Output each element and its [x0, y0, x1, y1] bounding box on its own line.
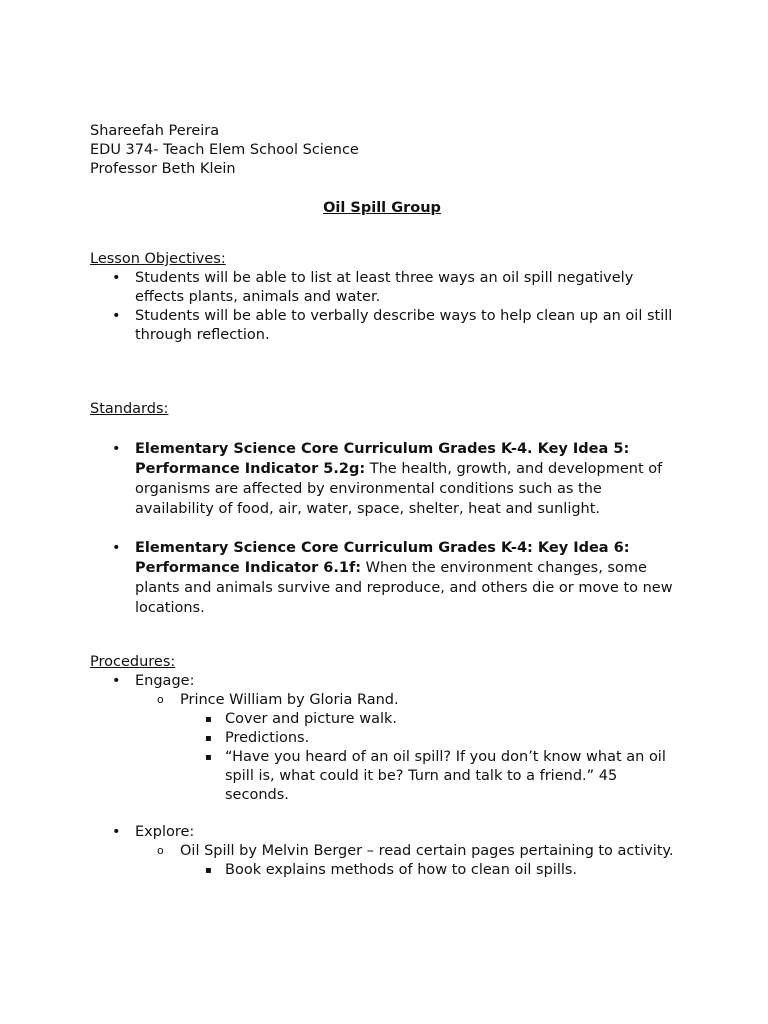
objectives-heading: Lesson Objectives: [90, 251, 226, 267]
bullet-icon: • [112, 673, 121, 689]
explore-label: Explore: [135, 824, 195, 840]
square-bullet-icon: ▪ [205, 733, 212, 744]
list-item [135, 842, 680, 880]
standard-title: Elementary Science Core Curriculum Grades K-4: Key Idea 6: Performance Indicator 6.1f: [135, 540, 630, 576]
circle-bullet-icon: o [157, 844, 164, 857]
header-block [90, 122, 680, 179]
engage-book: Prince William by Gloria Rand. [180, 692, 399, 708]
list-item [180, 748, 680, 805]
standards-section [90, 400, 680, 618]
standard-text: The health, growth, and development of organisms are affected by environmental conditions such as the availability of food, air, water, space, shelter, heat and sunlight. [135, 461, 663, 517]
explore-book: Oil Spill by Melvin Berger – read certain pages pertaining to activity. [180, 843, 674, 859]
standard-title: Elementary Science Core Curriculum Grades K-4. Key Idea 5: Performance Indicator 5.2g: [135, 441, 630, 477]
author-name: Shareefah Pereira [90, 123, 220, 139]
objective-text: Students will be able to list at least three ways an oil spill negatively effects plants, animals and water. [135, 270, 634, 305]
engage-step: Predictions. [225, 730, 310, 746]
bullet-icon: • [112, 540, 121, 556]
list-item [90, 538, 680, 618]
objective-text: Students will be able to verbally describe ways to help clean up an oil still through reflection. [135, 308, 673, 343]
list-item [90, 672, 680, 805]
bullet-icon: • [112, 441, 121, 457]
professor-name: Professor Beth Klein [90, 161, 236, 177]
bullet-icon: • [112, 270, 121, 286]
explore-sublist [135, 842, 680, 880]
procedures-list [90, 672, 680, 880]
engage-sublist [135, 691, 680, 805]
list-item [90, 269, 680, 307]
explore-step: Book explains methods of how to clean oil spills. [225, 862, 578, 878]
list-item [90, 823, 680, 880]
list-item [135, 691, 680, 805]
objectives-section [90, 250, 680, 345]
list-item [180, 729, 680, 748]
standards-heading: Standards: [90, 401, 169, 417]
engage-step: “Have you heard of an oil spill? If you don’t know what an oil spill is, what could it be? Turn and talk to a friend.” 45 seconds. [225, 749, 666, 803]
list-item [90, 439, 680, 519]
standard-text: When the environment changes, some plants and animals survive and reproduce, and others die or move to new locations. [135, 560, 673, 616]
engage-step: Cover and picture walk. [225, 711, 397, 727]
engage-label: Engage: [135, 673, 195, 689]
standards-list [90, 439, 680, 618]
circle-bullet-icon: o [157, 693, 164, 706]
course-name: EDU 374- Teach Elem School Science [90, 142, 359, 158]
list-item [180, 710, 680, 729]
list-item [90, 307, 680, 345]
square-bullet-icon: ▪ [205, 752, 212, 763]
engage-steps [180, 710, 680, 805]
procedures-heading: Procedures: [90, 654, 176, 670]
document-page [90, 122, 680, 880]
procedures-section [90, 653, 680, 880]
explore-steps [180, 861, 680, 880]
list-item [180, 861, 680, 880]
bullet-icon: • [112, 308, 121, 324]
square-bullet-icon: ▪ [205, 714, 212, 725]
objectives-list [90, 269, 680, 345]
document-title: Oil Spill Group [323, 200, 441, 216]
square-bullet-icon: ▪ [205, 865, 212, 876]
bullet-icon: • [112, 824, 121, 840]
